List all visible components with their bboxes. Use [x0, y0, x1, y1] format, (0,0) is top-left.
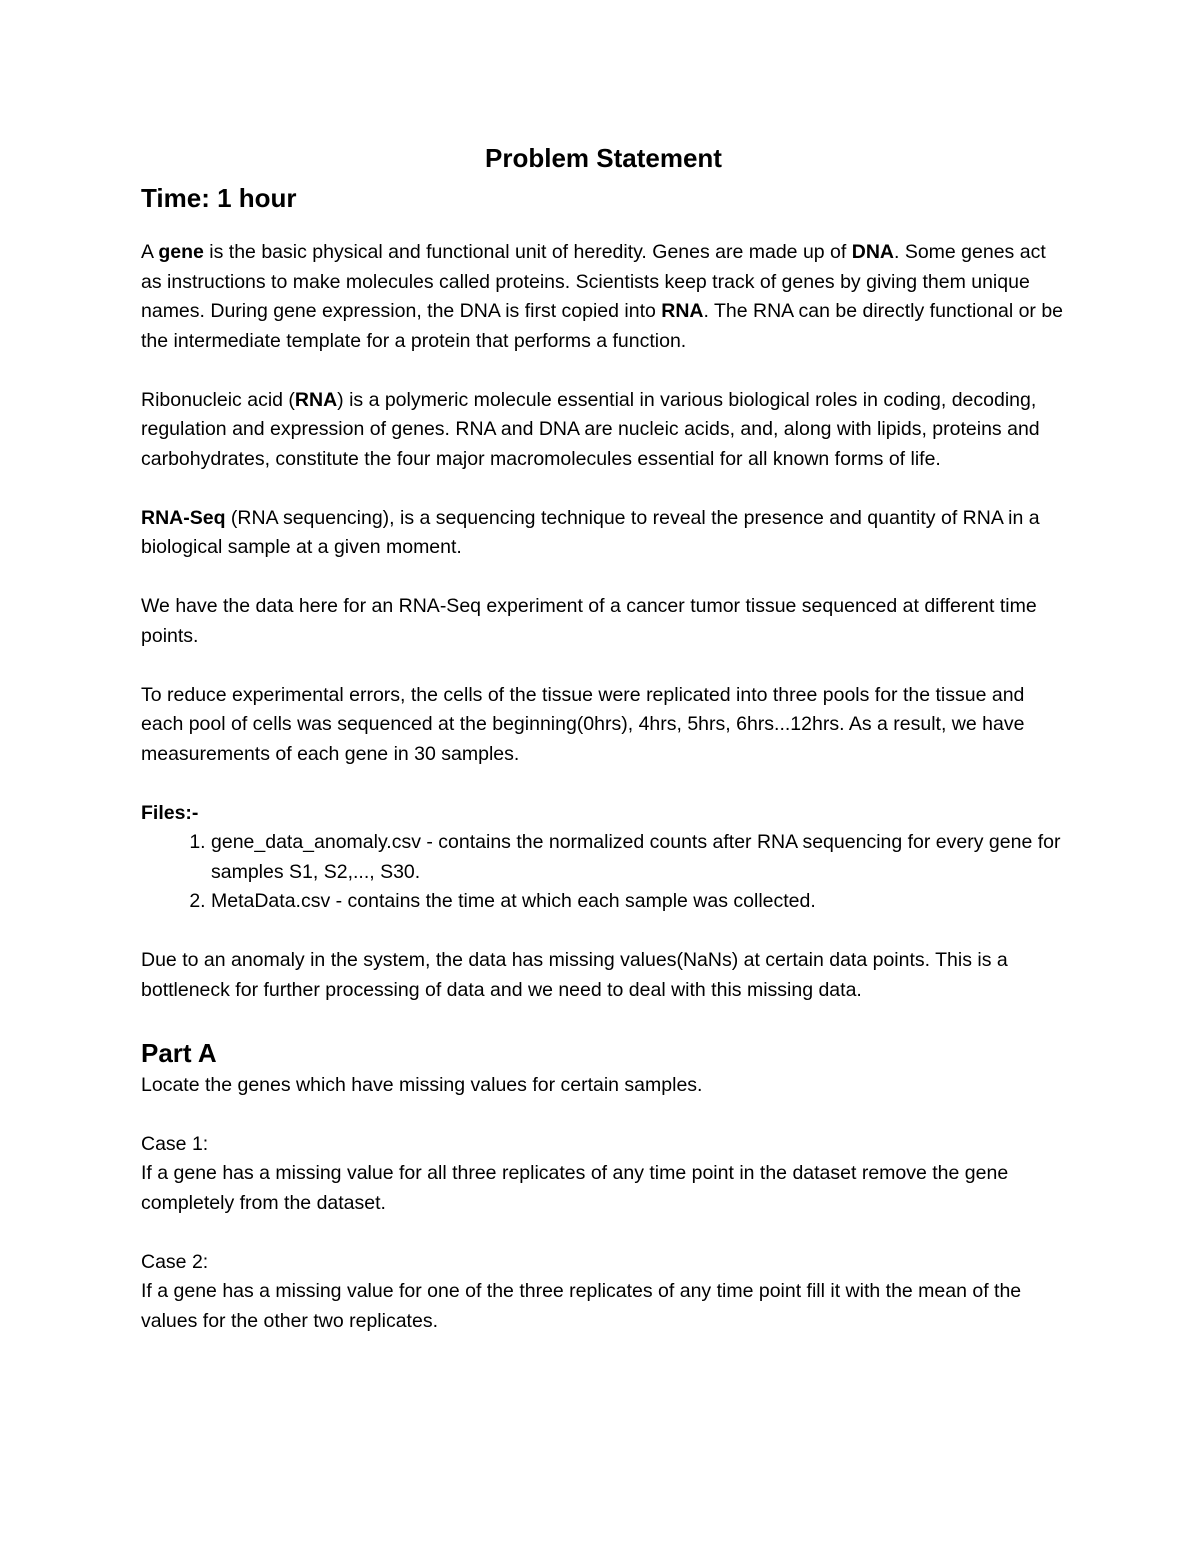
text-run: . The RNA can be directly functional or be the intermediate template for a protein that performs a function.	[141, 300, 1064, 352]
case-1-text: If a gene has a missing value for all three replicates of any time point in the dataset remove the gene completely from the dataset.	[141, 1162, 1009, 1214]
files-heading: Files:-	[141, 801, 199, 824]
paragraph-experiment: We have the data here for an RNA-Seq experiment of a cancer tumor tissue sequenced at different time points.	[141, 595, 1037, 647]
part-a-heading: Part A	[141, 1037, 217, 1068]
paragraph-rna	[141, 386, 1066, 475]
text-run: ) is a polymeric molecule essential in various biological roles in coding, decoding, regulation and expression of genes. RNA and DNA are nucleic acids, and, along with lipids, proteins and carbohydrates, constitute the four major macromolecules essential for all known forms of life.	[141, 388, 1040, 470]
paragraph-replicates: To reduce experimental errors, the cells of the tissue were replicated into three pools for the tissue and each pool of cells was sequenced at the beginning(0hrs), 4hrs, 5hrs, 6hrs...12hrs. As a result, we have measurements of each gene in 30 samples.	[141, 683, 1025, 765]
time-limit: Time: 1 hour	[141, 183, 297, 213]
text-run: (RNA sequencing), is a sequencing technique to reveal the presence and quantity of RNA in a biological sample at a given moment.	[141, 506, 1040, 558]
text-run: Ribonucleic acid (	[141, 388, 295, 411]
case-2-label: Case 2:	[141, 1250, 209, 1273]
bold-term-gene: gene	[158, 241, 204, 263]
text-run: . Some genes act as instructions to make molecules called proteins. Scientists keep track of genes by giving them unique names. During gene expression, the DNA is first copied into	[141, 241, 1046, 322]
bold-term-rna-seq: RNA-Seq	[141, 506, 226, 529]
paragraph-rna-seq	[141, 504, 1066, 563]
document-page	[141, 138, 1066, 1366]
part-a-intro: Locate the genes which have missing values for certain samples.	[141, 1073, 703, 1096]
case-2-text: If a gene has a missing value for one of the three replicates of any time point fill it with the mean of the values for the other two replicates.	[141, 1280, 1022, 1332]
list-item: 1. gene_data_anomaly.csv - contains the normalized counts after RNA sequencing for every gene for samples S1, S2,..., S30.	[211, 828, 1066, 887]
paragraph-anomaly: Due to an anomaly in the system, the data has missing values(NaNs) at certain data points. This is a bottleneck for further processing of data and we need to deal with this missing data.	[141, 949, 1008, 1001]
bold-term-rna: RNA	[294, 388, 338, 411]
text-run: is the basic physical and functional unit of heredity. Genes are made up of	[203, 241, 852, 263]
bold-term-rna: RNA	[661, 300, 704, 322]
case-1-label: Case 1:	[141, 1132, 209, 1155]
text-run: A	[141, 241, 159, 263]
page-title: Problem Statement	[485, 143, 722, 173]
files-list	[141, 828, 1066, 917]
paragraph-gene	[141, 238, 1066, 356]
list-item: 2. MetaData.csv - contains the time at which each sample was collected.	[211, 887, 1066, 917]
bold-term-dna: DNA	[851, 241, 894, 263]
